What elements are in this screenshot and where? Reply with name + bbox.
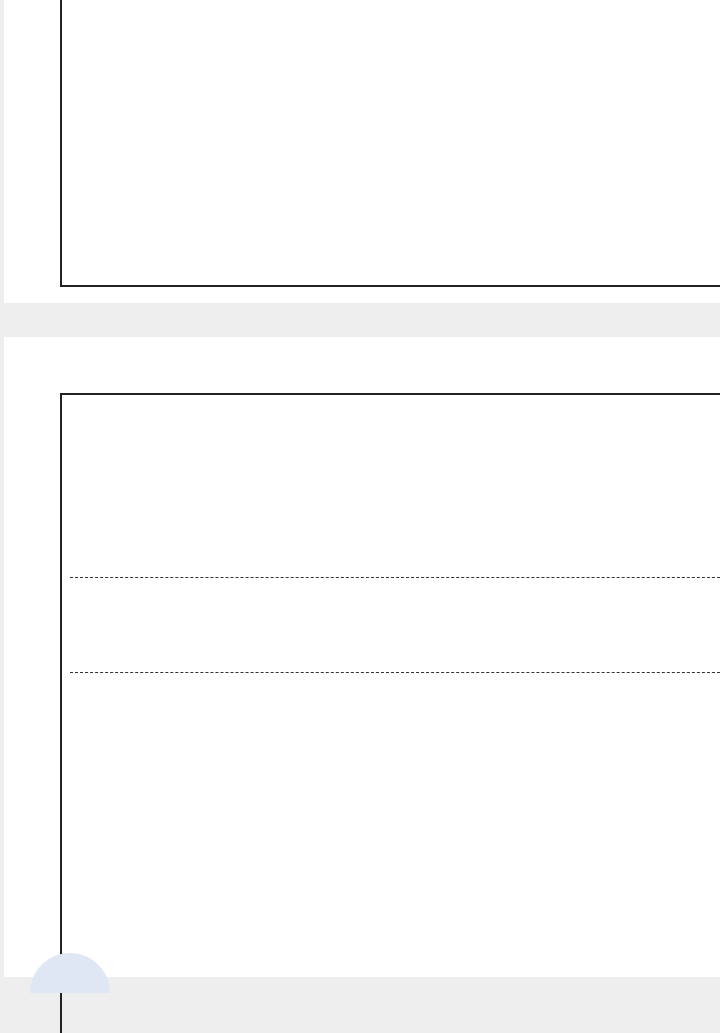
divider [70, 577, 720, 578]
report-frame-top [60, 0, 720, 287]
report-page-bottom [4, 337, 720, 977]
report-frame-bottom [60, 393, 720, 1033]
divider [70, 672, 720, 673]
report-page-top [4, 0, 720, 303]
